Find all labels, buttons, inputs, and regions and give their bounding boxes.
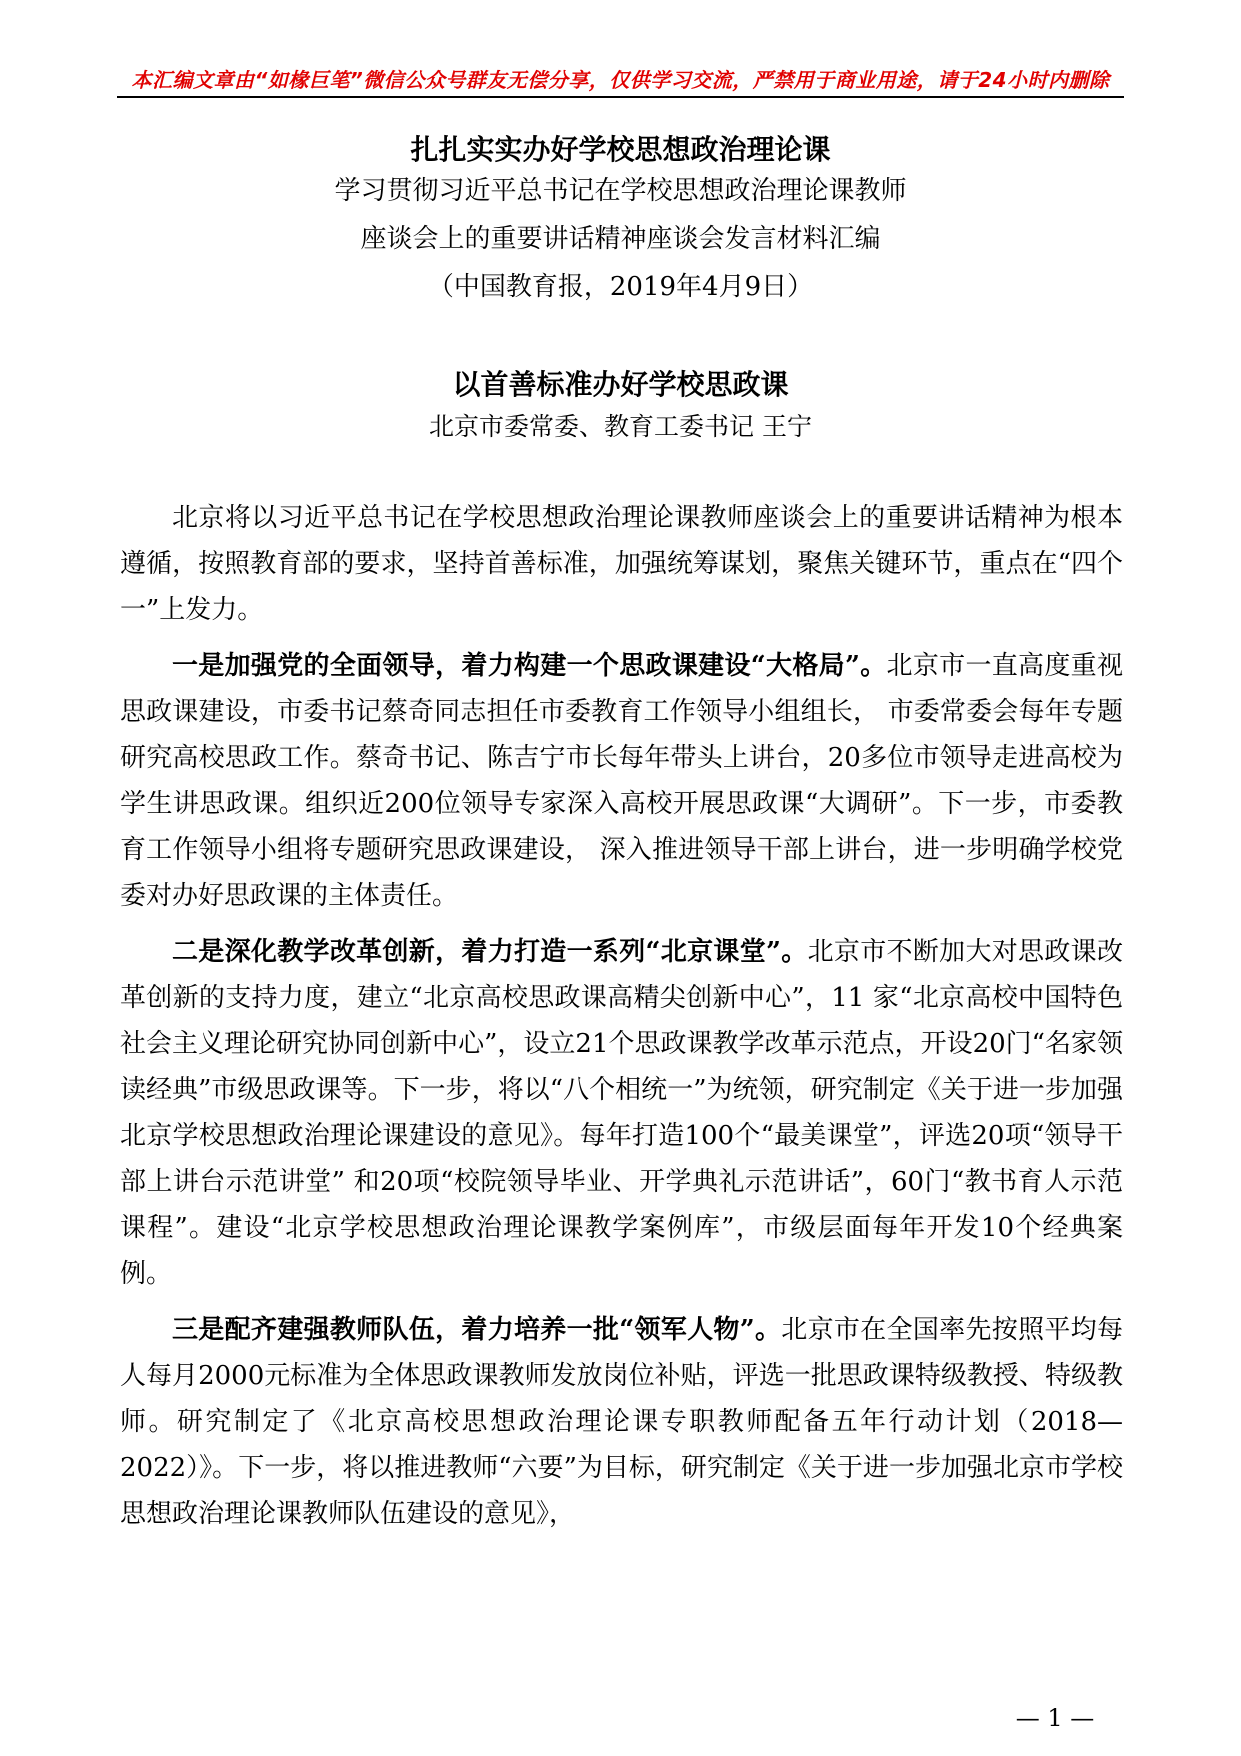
intro-paragraph: 北京将以习近平总书记在学校思想政治理论课教师座谈会上的重要讲话精神为根本遵循，按照教育部的要求，坚持首善标准，加强统筹谋划，聚焦关键环节，重点在“四个一”上发力。 (120, 503, 1123, 625)
page-number: — 1 — (1015, 1704, 1095, 1732)
main-title: 扎扎实实办好学校思想政治理论课 (410, 133, 831, 166)
section-lead-2: 二是深化教学改革创新，着力打造一系列“北京课堂”。 (172, 937, 808, 967)
section-lead-1: 一是加强党的全面领导，着力构建一个思政课建设“大格局”。 (172, 651, 887, 681)
section-lead-3: 三是配齐建强教师队伍，着力培养一批“领军人物”。 (172, 1315, 782, 1345)
article-title: 以首善标准办好学校思政课 (452, 368, 789, 401)
header-divider (117, 96, 1124, 98)
section-paragraph-1 (120, 643, 1123, 919)
article-body (120, 495, 1123, 1547)
section-body-3: 北京市在全国率先按照平均每人每月2000元标准为全体思政课教师发放岗位补贴，评选一批思政课特级教授、特级教师。研究制定了《北京高校思想政治理论课专职教师配备五年行动计划（2018—2022）》。下一步，将以推进教师“六要”为目标，研究制定《关于进一步加强北京市学校思想政治理论课教师队伍建设的意见》， (120, 1315, 1123, 1529)
section-paragraph-2 (120, 929, 1123, 1297)
article-author: 北京市委常委、教育工委书记 王宁 (429, 412, 812, 441)
source-line: （中国教育报，2019年4月9日） (427, 272, 814, 302)
section-body-1: 北京市一直高度重视思政课建设，市委书记蔡奇同志担任市委教育工作领导小组组长， 市委常委会每年专题研究高校思政工作。蔡奇书记、陈吉宁市长每年带头上讲台，20多位市领导走进高校为学生讲思政课。组织近200位领导专家深入高校开展思政课“大调研”。下一步，市委教育工作领导小组将专题研究思政课建设， 深入推进领导干部上讲台，进一步明确学校党委对办好思政课的主体责任。 (120, 651, 1123, 911)
header-notice: 本汇编文章由“如椽巨笔”微信公众号群友无偿分享，仅供学习交流，严禁用于商业用途，请于24小时内删除 (131, 68, 1110, 92)
subtitle-line-1: 学习贯彻习近平总书记在学校思想政治理论课教师 (334, 176, 907, 206)
section-paragraph-3 (120, 1307, 1123, 1537)
section-body-2: 北京市不断加大对思政课改革创新的支持力度，建立“北京高校思政课高精尖创新中心”，11 家“北京高校中国特色社会主义理论研究协同创新中心”，设立21个思政课教学改革示范点，开设20门“名家领读经典”市级思政课等。下一步，将以“八个相统一”为统领，研究制定《关于进一步加强北京学校思想政治理论课建设的意见》。每年打造100个“最美课堂”，评选20项“领导干部上讲台示范讲堂” 和20项“校院领导毕业、开学典礼示范讲话”，60门“教书育人示范课程”。建设“北京学校思想政治理论课教学案例库”，市级层面每年开发10个经典案例。 (120, 937, 1123, 1289)
subtitle-line-2: 座谈会上的重要讲话精神座谈会发言材料汇编 (360, 224, 881, 254)
